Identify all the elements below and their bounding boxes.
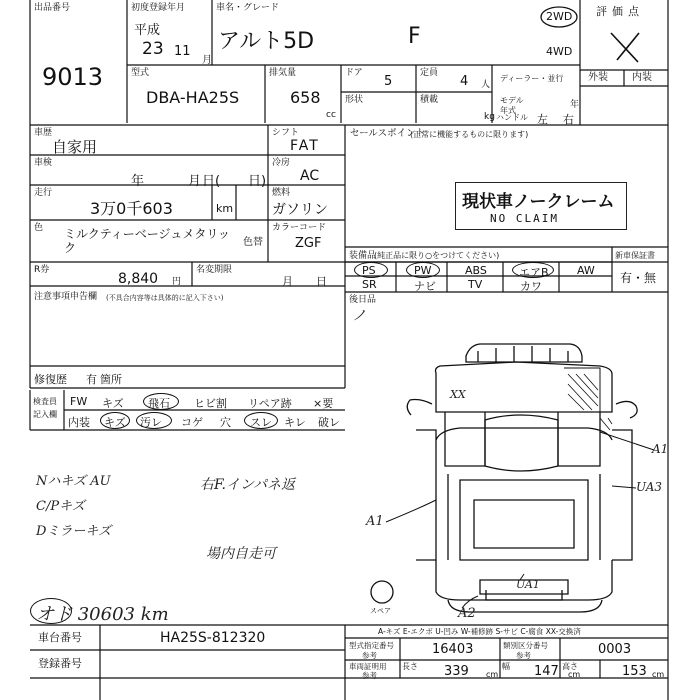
insp-burn: コゲ [181,416,203,429]
repair-label: 修復歴 [34,373,67,386]
chassis-label: 車台番号 [38,631,82,644]
chassis-value: HA25S-812320 [160,630,266,646]
insp-required: ×要 [313,397,334,410]
doors-label: ドア [345,68,363,78]
equip-pw: PW [414,264,432,277]
equip-ps: PS [362,264,376,277]
recycle-value: 8,840 [118,271,159,287]
capacity-value: 4 [460,74,469,89]
exterior-label: 外装 [588,72,608,83]
inspection-day-open: 日( [202,174,221,189]
recycle-label: R券 [34,265,50,275]
sales-point-label: セールスポイント [350,128,426,139]
stamp-sub-text: NO CLAIM [490,212,559,225]
insp-interior: 内装 [68,416,90,429]
insp-scratch-1: キズ [102,397,124,410]
drive-4wd: 4WD [546,45,573,58]
capacity-label: 定員 [420,68,439,78]
fuel-value: ガソリン [272,202,328,218]
stamp-main-text: 現状車ノークレーム [462,192,615,212]
model-name-label: 車名・グレード [216,3,280,13]
map-ua1: UA1 [516,578,540,591]
color-value: ミルクティーベージュメタリック [64,227,230,255]
doors-value: 5 [384,74,393,89]
recycle-unit: 円 [172,277,182,287]
height-label: 高さ [562,662,578,671]
height-unit: cm [652,670,665,679]
inspector-label-top: 検査員 [33,397,57,406]
shift-value: FAT [290,138,320,154]
equip-airbag: エアB [519,266,549,279]
insp-cut: キレ [284,416,306,429]
insp-fw: FW [70,395,88,408]
repair-value: 有 [86,373,97,386]
displacement-value: 658 [290,88,321,107]
mileage-unit: km [216,202,234,215]
handle-left: 左 [537,113,548,126]
type-cert-value: 16403 [432,642,474,657]
class-value: 0003 [598,642,632,657]
drive-2wd: 2WD [546,10,573,23]
equipment-label: 装備品 [349,251,377,261]
handle-label: ハンドル [496,113,528,122]
load-label: 積載 [420,95,439,105]
type-cert-ref: 参考 [362,651,377,660]
ac-label: 冷房 [272,158,291,168]
color-code-label: カラーコード [272,223,327,233]
height-value: 153 [622,664,647,679]
mileage-label: 走行 [34,188,53,198]
map-xx: XX [450,388,466,401]
type-label: 型式 [131,68,150,78]
warranty-label: 新車保証書 [615,251,655,260]
registration-month: 11 [174,44,191,59]
retrofit-label: 後日品 [349,295,377,305]
displacement-label: 排気量 [269,68,297,78]
insp-stain: 汚レ [140,416,162,429]
length-unit: cm [486,670,499,679]
handwritten-odometer: オド 30603 km [36,604,169,625]
lot-label: 出品番号 [34,3,71,13]
shift-label: シフト [272,128,300,138]
registration-number-label: 登録番号 [38,657,82,670]
class-label: 類別区分番号 [503,641,548,650]
type-value: DBA-HA25S [146,88,240,107]
handwritten-note-1: Nハキズ AU [36,474,111,489]
equip-leather: カワ [520,280,542,293]
interior-label: 内装 [632,72,652,83]
warranty-value: 有・無 [620,271,657,285]
dims-ref: 参考 [362,671,377,680]
handwritten-note-4: 右F.インパネ返 [200,477,296,493]
dealer-label: ディーラー・並行 [500,74,564,83]
registration-limit-month: 月 [282,275,293,288]
registration-limit-day: 日 [316,275,327,288]
color-label: 色 [34,223,44,233]
repair-suffix: 箇所 [100,373,122,386]
insp-hole: 穴 [220,416,231,429]
damage-legend: A-キズ E-エクボ U-凹み W-補修跡 S-サビ C-腐食 XX-交換済 [378,627,581,636]
lot-number: 9013 [42,63,104,91]
handwritten-note-3: Dミラーキズ [36,524,112,539]
color-change-label: 色替 [243,237,263,248]
mileage-value: 3万0千603 [90,199,173,218]
equip-tv: TV [468,278,483,291]
inspection-month: 月 [188,174,202,189]
insp-scratch-2: キズ [104,416,126,429]
model-name: アルト5D [218,29,315,54]
handwritten-note-2: C/Pキズ [36,499,85,514]
first-registration-label: 初度登録年月 [131,3,186,13]
registration-year: 23 [142,39,164,59]
width-unit: cm [568,670,581,679]
ac-value: AC [300,168,320,184]
sales-point-sublabel: (正常に機能するものに限ります) [410,130,529,139]
retrofit-mark: ノ [352,308,366,324]
spare-label: スペア [370,607,391,615]
width-label: 幅 [502,662,510,671]
month-unit: 月 [202,55,212,66]
insp-tear: 破レ [318,416,340,429]
inspector-label-bottom: 記入欄 [33,410,57,419]
inspection-year: 年 [131,174,145,189]
model-year-label: モデル年式 [500,96,524,115]
registration-limit-label: 名変期限 [196,265,233,275]
map-ua3: UA3 [636,480,663,494]
displacement-unit: cc [326,110,336,120]
grade-value: F [408,24,421,49]
map-a2: A2 [458,606,476,621]
notes-label: 注意事項申告欄 [34,292,98,302]
inspection-label: 車検 [34,158,53,168]
era-label: 平成 [134,23,161,38]
shape-label: 形状 [345,95,364,105]
capacity-unit: 人 [481,80,491,90]
insp-stone: 飛石 [148,397,170,410]
map-a1-right: A1 [652,442,669,456]
insp-scuff: スレ [250,416,272,429]
color-code-value: ZGF [295,236,322,251]
usage-value: 自家用 [52,138,98,156]
equip-abs: ABS [465,264,487,277]
equip-aw: AW [577,264,595,277]
usage-label: 車歴 [34,128,53,138]
insp-crack: ヒビ割 [194,397,227,410]
length-value: 339 [444,664,469,679]
model-year-unit: 年 [570,100,580,110]
equipment-sublabel: (純正品に限り○をつけてください) [374,251,500,260]
map-a1-left: A1 [366,514,384,529]
inspection-day-close: 日) [248,174,267,189]
load-unit: kg [484,112,495,122]
width-value: 147 [534,664,559,679]
dims-label: 車両証明用 [349,662,387,671]
insp-repair: リペア跡 [248,397,292,410]
equip-navi: ナビ [414,280,436,293]
handle-right: 右 [563,113,574,126]
type-cert-label: 型式指定番号 [349,641,394,650]
fuel-label: 燃料 [272,188,291,198]
score-label: 評価点 [596,5,644,18]
class-ref: 参考 [516,651,531,660]
length-label: 長さ [402,662,418,671]
equip-sr: SR [362,278,377,291]
handwritten-note-5: 場内自走可 [206,546,276,562]
notes-sublabel: (不具合内容等は具体的に記入下さい) [106,294,224,302]
